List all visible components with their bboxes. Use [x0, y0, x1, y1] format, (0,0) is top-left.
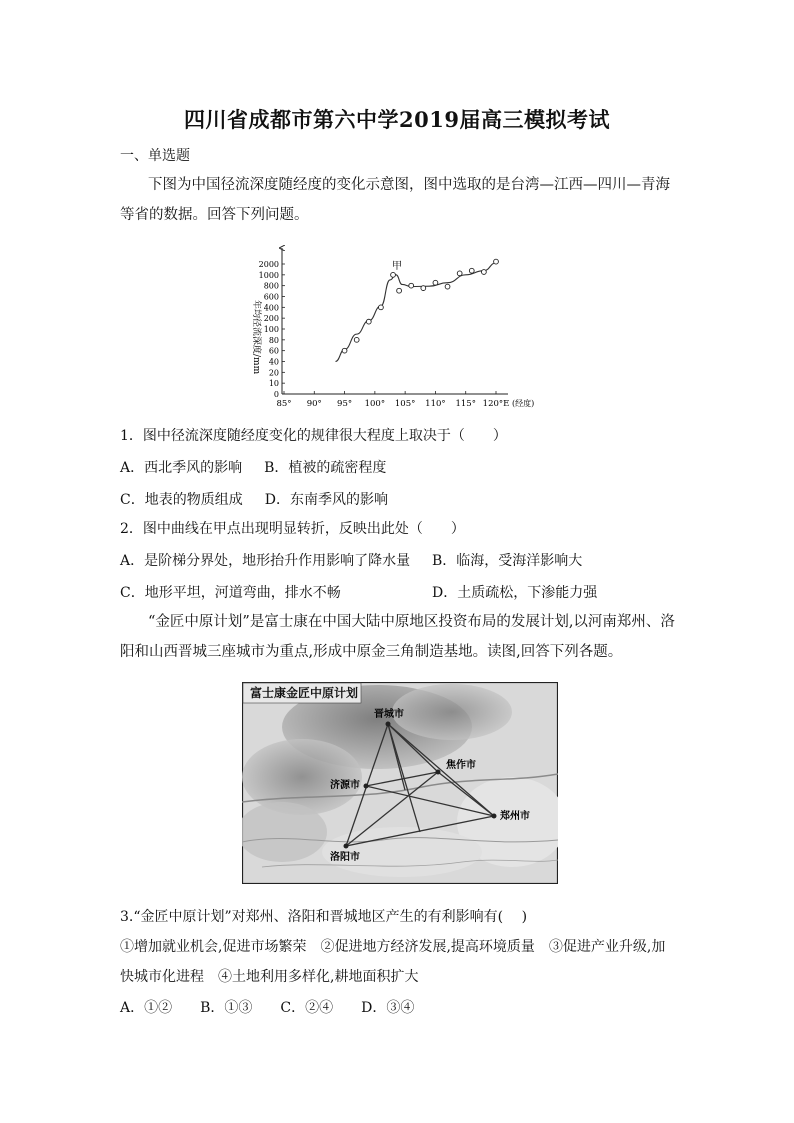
y-tick-label: 40: [268, 357, 279, 367]
runoff-curve: [335, 263, 496, 362]
q1-option-d: D．东南季风的影响: [264, 492, 388, 508]
x-tick-label: 110°: [425, 399, 446, 409]
data-point: [445, 284, 450, 289]
q1-option-b: B．植被的疏密程度: [264, 460, 387, 476]
map-title: 富士康金匠中原计划: [250, 686, 359, 700]
y-tick-label: 2000: [258, 260, 279, 269]
section-heading: 一、单选题: [120, 148, 190, 164]
y-tick-label: 10: [268, 379, 279, 389]
q1-stem: 1．图中径流深度随经度变化的规律很大程度上取决于（ ）: [120, 428, 507, 444]
x-axis-unit: (经度): [512, 399, 535, 408]
q1-option-a: A．西北季风的影响: [120, 460, 243, 476]
data-point: [433, 280, 438, 285]
data-point: [409, 283, 414, 288]
q2-option-d: D．土质疏松，下渗能力强: [432, 585, 598, 601]
intro-paragraph-1: [120, 170, 680, 230]
x-tick-label: 90°: [306, 399, 322, 409]
x-tick-label: 105°: [394, 399, 416, 409]
y-tick-label: 200: [263, 314, 279, 324]
intro-text-1: 下图为中国径流深度随经度的变化示意图，图中选取的是台湾—江西—四川—青海等省的数据。回答下列问题。: [120, 177, 670, 223]
data-point: [494, 259, 499, 264]
x-tick-label: 120°E: [482, 399, 510, 409]
q3-choice-line-1: ①增加就业机会,促进市场繁荣 ②促进地方经济发展,提高环境质量 ③促进产业升级,加: [120, 939, 666, 955]
y-tick-label: 20: [268, 368, 279, 378]
city-zhengzhou: 郑州市: [500, 811, 530, 822]
intro-paragraph-2: [120, 607, 680, 667]
city-jiyuan: 济源市: [330, 780, 360, 791]
page-title: 四川省成都市第六中学2019届高三模拟考试: [184, 107, 610, 132]
y-tick-label: 100: [263, 325, 279, 334]
q1-option-c: C．地表的物质组成: [120, 492, 243, 508]
data-point: [457, 271, 462, 276]
q1-options-row-2: [120, 489, 388, 509]
y-tick-label: 1000: [258, 270, 279, 280]
city-luoyang: 洛阳市: [330, 852, 360, 863]
q2-option-b: B．临海，受海洋影响大: [432, 553, 583, 569]
data-point: [469, 268, 474, 273]
q1-options-row-1: [120, 457, 386, 477]
data-point: [354, 337, 359, 342]
runoff-chart: [246, 242, 546, 412]
data-point: [342, 348, 347, 353]
data-point: [397, 288, 402, 293]
data-point: [379, 305, 384, 310]
y-tick-label: 0: [273, 390, 279, 399]
x-tick-label: 95°: [337, 399, 353, 409]
q2-stem: 2．图中曲线在甲点出现明显转折，反映出此处（ ）: [120, 521, 465, 537]
intro-text-2: “金匠中原计划”是富士康在中国大陆中原地区投资布局的发展计划,以河南郑州、洛阳和山西晋城三座城市为重点,形成中原金三角制造基地。读图,回答下列各题。: [120, 614, 675, 660]
city-jincheng: 晋城市: [374, 709, 404, 720]
data-point: [421, 286, 426, 291]
foxconn-map: [242, 682, 558, 884]
city-jiaozuo: 焦作市: [446, 760, 476, 771]
x-tick-label: 85°: [276, 399, 292, 409]
q2-option-a: A．是阶梯分界处，地形抬升作用影响了降水量: [120, 553, 411, 569]
data-point: [366, 319, 371, 324]
y-tick-label: 800: [263, 281, 279, 291]
q3-stem: 3.“金匠中原计划”对郑州、洛阳和晋城地区产生的有利影响有( ): [120, 909, 528, 925]
q3-options: A．①② B．①③ C．②④ D．③④: [120, 1000, 415, 1016]
q3-choice-line-2: 快城市化进程 ④土地利用多样化,耕地面积扩大: [120, 969, 419, 985]
x-tick-label: 115°: [455, 399, 476, 409]
q2-option-c: C．地形平坦，河道弯曲，排水不畅: [120, 585, 341, 601]
data-point: [481, 270, 486, 275]
x-tick-label: 100°: [364, 399, 386, 409]
y-tick-label: 600: [263, 292, 279, 302]
data-point: [391, 272, 396, 277]
y-axis-label: 年均径流深度/mm: [251, 300, 261, 375]
y-tick-label: 80: [268, 335, 279, 345]
y-tick-label: 60: [268, 346, 279, 356]
y-tick-label: 400: [263, 303, 279, 313]
peak-label-jia: 甲: [392, 260, 403, 272]
